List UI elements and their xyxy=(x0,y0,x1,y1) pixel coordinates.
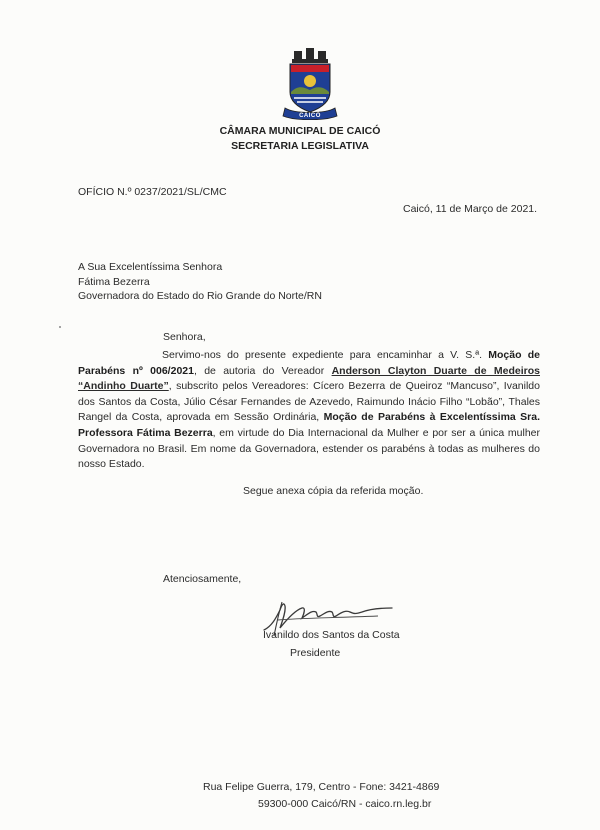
letter-body-paragraph xyxy=(78,348,540,473)
body-author-name: Anderson Clayton Duarte de Medeiros “Andinho Duarte” xyxy=(78,364,540,393)
body-motion-title: Moção de Parabéns à Excelentíssima Sra. Professora Fátima Bezerra xyxy=(78,411,540,439)
municipal-crest-logo xyxy=(281,48,339,120)
place-date: Caicó, 11 de Março de 2021. xyxy=(403,203,538,215)
salutation: Senhora, xyxy=(163,331,206,343)
body-text-2: , de autoria do Vereador xyxy=(193,364,332,377)
signer-role: Presidente xyxy=(290,647,341,659)
attachment-note: Segue anexa cópia da referida moção. xyxy=(243,485,424,497)
closing-phrase: Atenciosamente, xyxy=(163,573,242,585)
body-text-1: Servimo-nos do presente expediente para encaminhar a V. S.ª. xyxy=(162,349,489,361)
recipient-line-1: A Sua Excelentíssima Senhora xyxy=(78,261,223,273)
signer-name: Ivanildo dos Santos da Costa xyxy=(263,629,400,641)
body-text-3: , subscrito pelos Vereadores: Cícero Bezerra de Queiroz “Mancuso”, Ivanildo dos Santos da Costa, Júlio César Fernandes de Azevedo, Raimundo Inácio Filho “Lobão”, Thales Rangel da Costa, aprovada em Sessão Ordinária, xyxy=(78,380,540,424)
recipient-line-3: Governadora do Estado do Rio Grande do Norte/RN xyxy=(78,290,322,302)
footer-contact: 59300-000 Caicó/RN - caico.rn.leg.br xyxy=(258,798,432,810)
institution-name: CÂMARA MUNICIPAL DE CAICÓ xyxy=(219,125,381,137)
crest-crown xyxy=(292,48,328,63)
body-motion-number: Moção de Parabéns nº 006/2021 xyxy=(78,349,540,377)
crest-motto: CAICÓ xyxy=(299,113,321,119)
body-text-4: , em virtude do Dia Internacional da Mulher e por ser a única mulher Governadora no Brasil. Em nome da Governadora, estender os parabéns à todas as mulheres do nosso Estado. xyxy=(78,426,540,471)
department-name: SECRETARIA LEGISLATIVA xyxy=(231,140,369,152)
footer-address: Rua Felipe Guerra, 179, Centro - Fone: 3421-4869 xyxy=(203,781,440,793)
letter-reference: OFÍCIO N.º 0237/2021/SL/CMC xyxy=(78,186,227,198)
recipient-line-2: Fátima Bezerra xyxy=(78,276,150,288)
